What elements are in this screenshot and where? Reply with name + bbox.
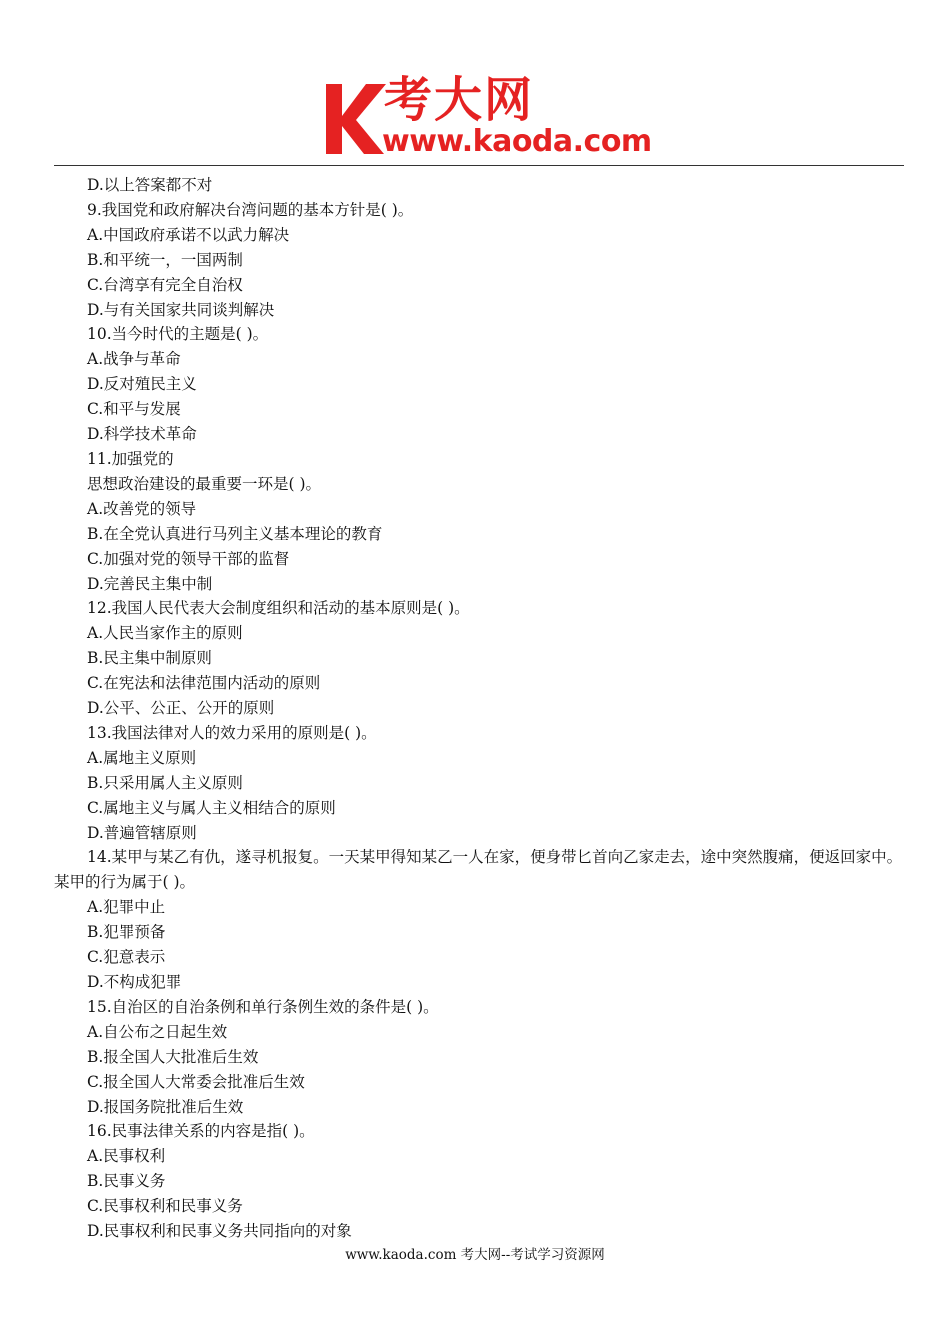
option-line: D.完善民主集中制 (87, 574, 213, 593)
option-line: A.犯罪中止 (87, 898, 166, 917)
text-line: D.以上答案都不对 (87, 176, 213, 194)
question-line: 13.我国法律对人的效力采用的原则是( )。 (87, 723, 377, 742)
header-divider (54, 165, 904, 166)
question-line: 16.民事法律关系的内容是指( )。 (87, 1122, 315, 1141)
option-line: B.犯罪预备 (87, 923, 166, 942)
option-line: B.民事义务 (87, 1172, 166, 1191)
option-line: B.报全国人大批准后生效 (87, 1047, 259, 1066)
option-line: D.与有关国家共同谈判解决 (87, 300, 275, 319)
document-body (54, 173, 906, 1244)
question-line: 12.我国人民代表大会制度组织和活动的基本原则是( )。 (87, 599, 470, 618)
question-line: 9.我国党和政府解决台湾问题的基本方针是( )。 (87, 200, 414, 219)
option-line: D.反对殖民主义 (87, 375, 197, 394)
option-line: D.科学技术革命 (87, 425, 197, 444)
option-line: A.人民当家作主的原则 (87, 624, 243, 643)
option-line: C.属地主义与属人主义相结合的原则 (87, 798, 336, 817)
option-line: B.只采用属人主义原则 (87, 773, 243, 792)
option-line: A.改善党的领导 (87, 499, 197, 518)
option-line: D.普遍管辖原则 (87, 823, 197, 842)
option-line: C.报全国人大常委会批准后生效 (87, 1072, 305, 1091)
option-line: C.和平与发展 (87, 400, 181, 419)
brand-name-cn: 考大网 (384, 72, 535, 128)
option-line: C.台湾享有完全自治权 (87, 275, 243, 294)
option-line: A.中国政府承诺不以武力解决 (87, 225, 290, 244)
option-line: C.犯意表示 (87, 948, 166, 967)
question-line: 15.自治区的自治条例和单行条例生效的条件是( )。 (87, 997, 439, 1016)
option-line: A.自公布之日起生效 (87, 1022, 228, 1041)
brand-url: www.kaoda.com (382, 124, 652, 159)
option-line: D.公平、公正、公开的原则 (87, 699, 275, 718)
option-line: A.民事权利 (87, 1147, 166, 1166)
option-line: D.报国务院批准后生效 (87, 1097, 244, 1116)
kaoda-logo (322, 72, 652, 162)
question-line: 10.当今时代的主题是( )。 (87, 325, 269, 344)
option-line: D.民事权利和民事义务共同指向的对象 (87, 1222, 352, 1241)
option-line: B.在全党认真进行马列主义基本理论的教育 (87, 524, 383, 543)
option-line: C.加强对党的领导干部的监督 (87, 549, 290, 568)
option-line: B.和平统一，一国两制 (87, 250, 243, 269)
page-header (0, 0, 950, 166)
page-footer: www.kaoda.com 考大网--考试学习资源网 (345, 1247, 605, 1263)
question-line: 思想政治建设的最重要一环是( )。 (87, 474, 322, 493)
option-line: A.属地主义原则 (87, 748, 197, 767)
option-line: C.民事权利和民事义务 (87, 1197, 243, 1216)
question-line: 14.某甲与某乙有仇，遂寻机报复。一天某甲得知某乙一人在家，便身带匕首向乙家走去，途中突然腹痛，便返回家中。某甲的行为属于( )。 (54, 848, 903, 892)
option-line: A.战争与革命 (87, 350, 181, 369)
option-line: D.不构成犯罪 (87, 973, 182, 991)
option-line: C.在宪法和法律范围内活动的原则 (87, 674, 321, 693)
option-line: B.民主集中制原则 (87, 649, 212, 668)
question-line: 11.加强党的 (87, 449, 174, 468)
